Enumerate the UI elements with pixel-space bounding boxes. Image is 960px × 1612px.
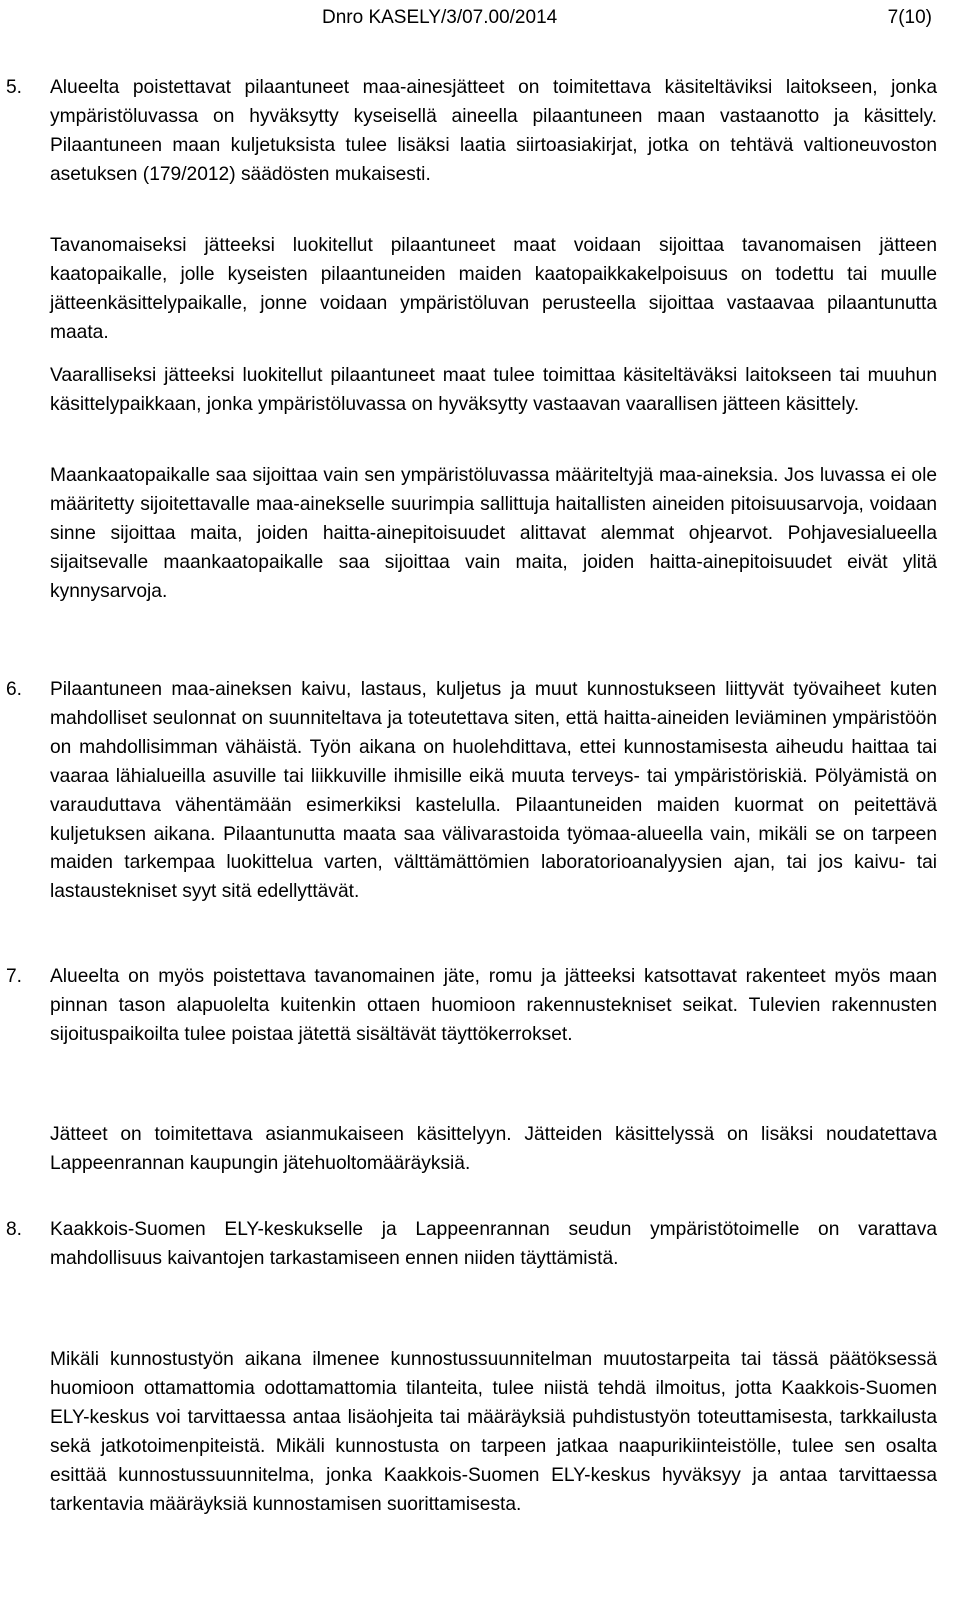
paragraph: Jätteet on toimitettava asianmukaiseen käsittelyyn. Jätteiden käsittelyssä on lisäksi noudatettava Lappeenrannan kaupungin jätehuoltomääräyksiä. [50, 1124, 937, 1174]
paragraph: Alueelta on myös poistettava tavanomainen jäte, romu ja jätteeksi katsottavat rakenteet myös maan pinnan tason alapuolelta kuitenkin ottaen huomioon rakennustekniset seikat. Tulevien rakennusten sijoituspaikoilta tulee poistaa jätettä sisältävät täyttökerrokset. [50, 966, 937, 1045]
item-number: 8. [6, 1219, 23, 1240]
paragraph: Maankaatopaikalle saa sijoittaa vain sen ympäristöluvassa määriteltyjä maa-aineksia. Jos luvassa ei ole määritetty sijoitettavalle maa-ainekselle suurimpia sallittuja haitallisten aineiden pitoisuusarvoja, voidaan sinne sijoittaa maita, joiden haitta-ainepitoisuudet alittavat alemmat ohjearvot. Pohjavesialueella sijaitsevalle maankaatopaikalle saa sijoittaa vain maita, joiden haitta-ainepitoisuudet eivät ylitä kynnysarvoja. [50, 465, 937, 602]
paragraph: Kaakkois-Suomen ELY-keskukselle ja Lappeenrannan seudun ympäristötoimelle on varattava mahdollisuus kaivantojen tarkastamiseen ennen niiden täyttämistä. [50, 1219, 937, 1269]
item-number: 6. [6, 679, 23, 700]
paragraph: Vaaralliseksi jätteeksi luokitellut pilaantuneet maat tulee toimittaa käsiteltäväksi laitokseen tai muuhun käsittelypaikkaan, jonka ympäristöluvassa on hyväksytty vastaavan vaarallisen jätteen käsittely. [50, 365, 937, 415]
document-reference: Dnro KASELY/3/07.00/2014 [322, 7, 558, 28]
paragraph: Alueelta poistettavat pilaantuneet maa-ainesjätteet on toimitettava käsiteltäviksi laitokseen, jonka ympäristöluvassa on hyväksytty kyseisellä aineella pilaantuneen maan vastaanotto ja käsittely. Pilaantuneen maan kuljetuksista tulee lisäksi laatia siirtoasiakirjat, jotka on tehtävä valtioneuvoston asetuksen (179/2012) säädösten mukaisesti. [50, 77, 937, 185]
paragraph: Pilaantuneen maa-aineksen kaivu, lastaus, kuljetus ja muut kunnostukseen liittyvät työvaiheet kuten mahdolliset seulonnat on suunniteltava ja toteutettava siten, että haitta-aineiden leviäminen ympäristöön on mahdollisimman vähäistä. Työn aikana on huolehdittava, ettei kunnostamisesta aiheudu haittaa tai vaaraa lähialueilla asuville tai liikkuville ihmisille eikä muuta terveys- tai ympäristöriskiä. Pölyämistä on varauduttava vähentämään esimerkiksi kastelulla. Pilaantuneiden maiden kuormat on peitettävä kuljetuksen aikana. Pilaantunutta maata saa välivarastoida työmaa-alueella vain, mikäli se on tarpeen maiden tarkempaa luokittelua varten, välttämättömien laboratorioanalyysien ajan, tai jos kaivu- tai lastaustekniset syyt sitä edellyttävät. [50, 679, 937, 903]
page-number: 7(10) [887, 7, 932, 28]
paragraph: Mikäli kunnostustyön aikana ilmenee kunnostussuunnitelman muutostarpeita tai tässä päätöksessä huomioon ottamattomia odottamattomia tilanteita, tulee niistä tehdä ilmoitus, jotta Kaakkois-Suomen ELY-keskus voi tarvittaessa antaa lisäohjeita tai määräyksiä puhdistustyön toteuttamisesta, tarkkailusta sekä jatkotoimenpiteistä. Mikäli kunnostusta on tarpeen jatkaa naapurikiinteistölle, tulee sen osalta esittää kunnostussuunnitelma, jonka Kaakkois-Suomen ELY-keskus hyväksyy ja antaa tarvittaessa tarkentavia määräyksiä kunnostamisen suorittamisesta. [50, 1349, 937, 1515]
paragraph: Tavanomaiseksi jätteeksi luokitellut pilaantuneet maat voidaan sijoittaa tavanomaisen jätteen kaatopaikalle, jolle kyseisten pilaantuneiden maiden kaatopaikkakelpoisuus on todettu tai muulle jätteenkäsittelypaikalle, jonne voidaan ympäristöluvan perusteella sijoittaa vastaavaa pilaantunutta maata. [50, 235, 937, 343]
item-number: 5. [6, 77, 23, 98]
item-number: 7. [6, 966, 23, 987]
